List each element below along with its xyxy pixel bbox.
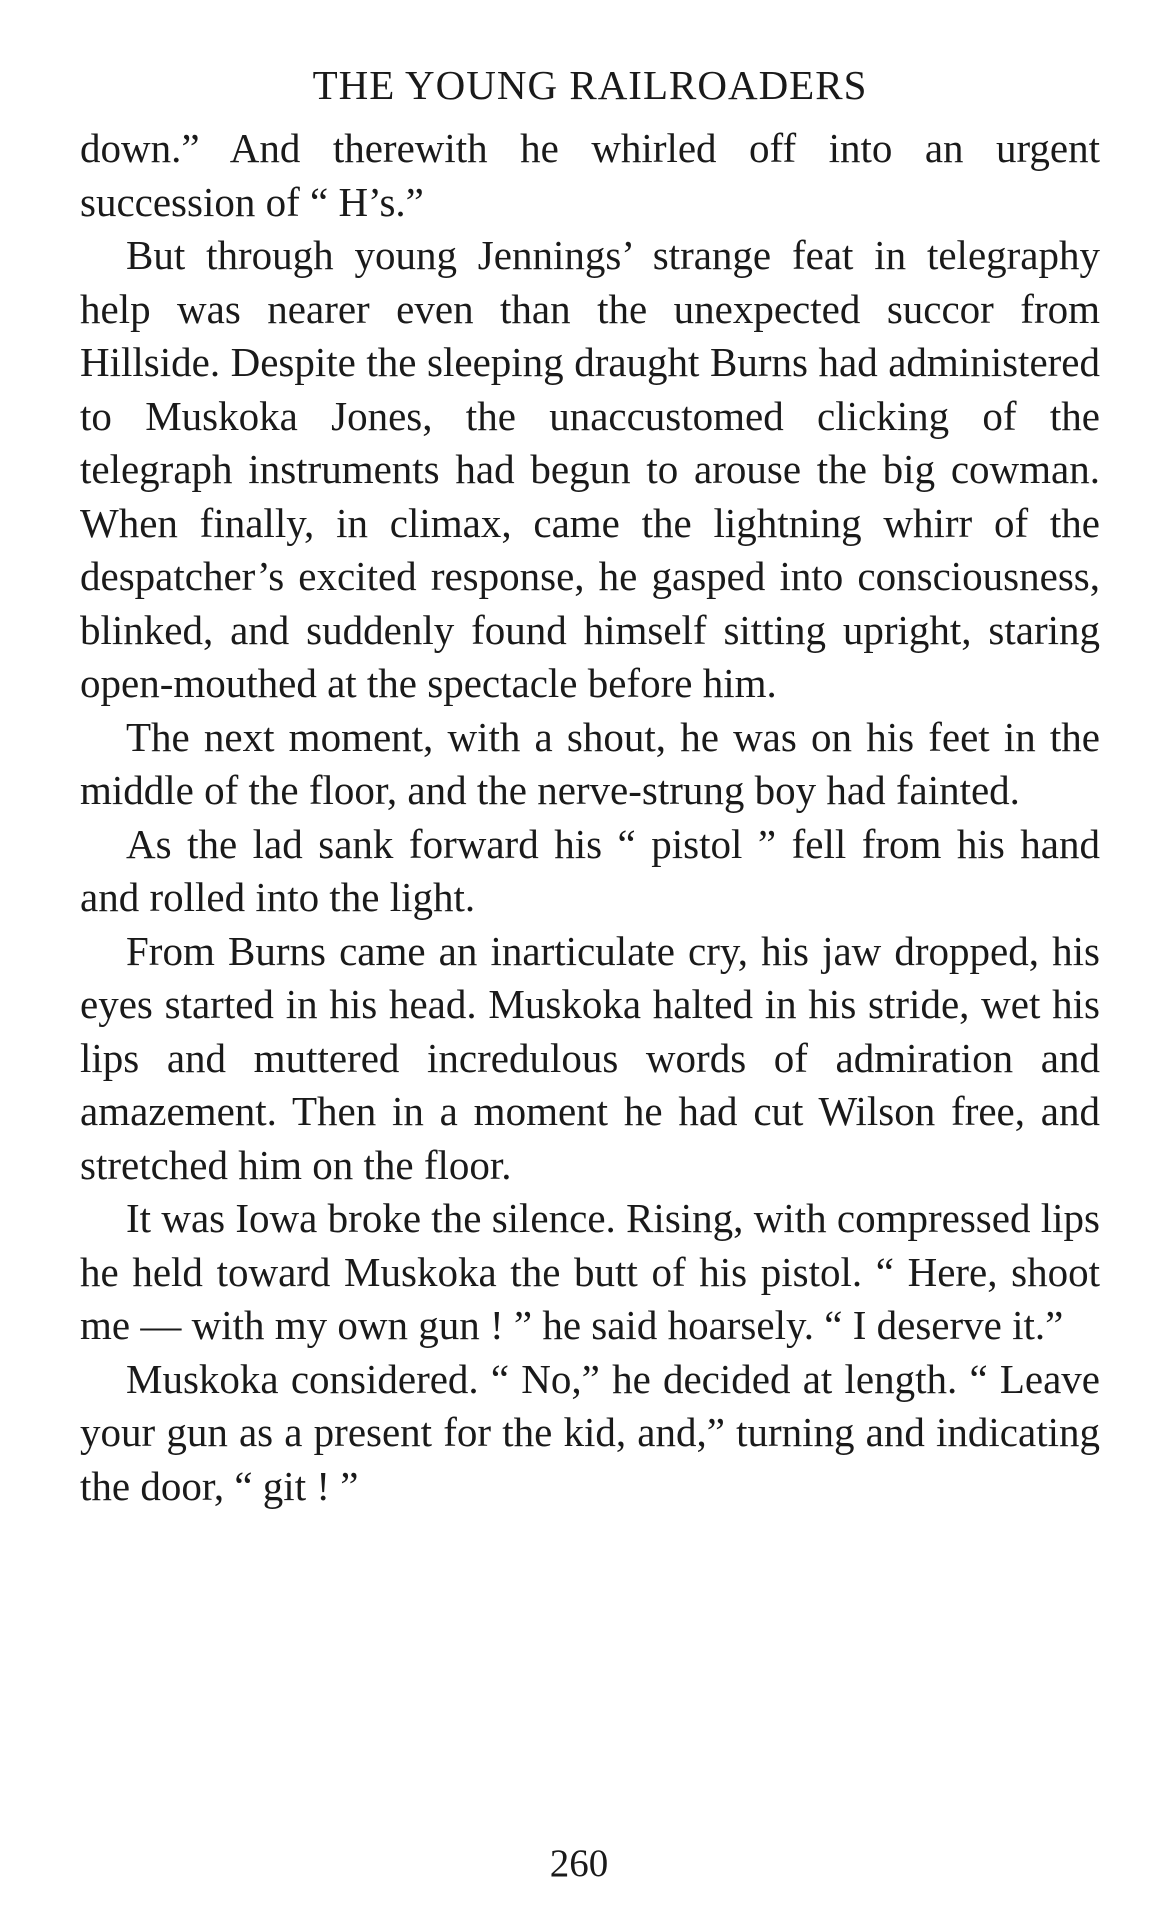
paragraph: It was Iowa broke the silence. Rising, with compressed lips he held toward Muskoka the butt of his pistol. “ Here, shoot me — with my own gun ! ” he said hoarsely. “ I deserve it.” (80, 1195, 1100, 1348)
body-text (80, 122, 1100, 1513)
page-number: 260 (549, 1842, 609, 1885)
running-title: THE YOUNG RAILROADERS (312, 62, 868, 108)
paragraph: The next moment, with a shout, he was on his feet in the middle of the floor, and the nerve-strung boy had fainted. (80, 713, 1100, 813)
paragraph: From Burns came an inarticulate cry, his jaw dropped, his eyes started in his head. Muskoka halted in his stride, wet his lips and muttered incredulous words of admiration and amazement. Then in a moment he had cut Wilson free, and stretched him on the floor. (80, 927, 1100, 1188)
book-page (80, 60, 1100, 1513)
paragraph: But through young Jennings’ strange feat in telegraphy help was nearer even than the unexpected succor from Hillside. Despite the sleeping draught Burns had administered to Muskoka Jones, the unaccustomed clicking of the telegraph instruments had begun to arouse the big cowman. When finally, in climax, came the lightning whirr of the despatcher’s excited response, he gasped into consciousness, blinked, and suddenly found himself sitting upright, staring open-mouthed at the spectacle before him. (80, 232, 1100, 706)
paragraph: As the lad sank forward his “ pistol ” fell from his hand and rolled into the light. (80, 820, 1100, 920)
paragraph-continuation: down.” And therewith he whirled off into an urgent succession of “ H’s.” (80, 125, 1100, 225)
paragraph: Muskoka considered. “ No,” he decided at length. “ Leave your gun as a present for the kid, and,” turning and indicating the door, “ git ! ” (80, 1355, 1100, 1509)
